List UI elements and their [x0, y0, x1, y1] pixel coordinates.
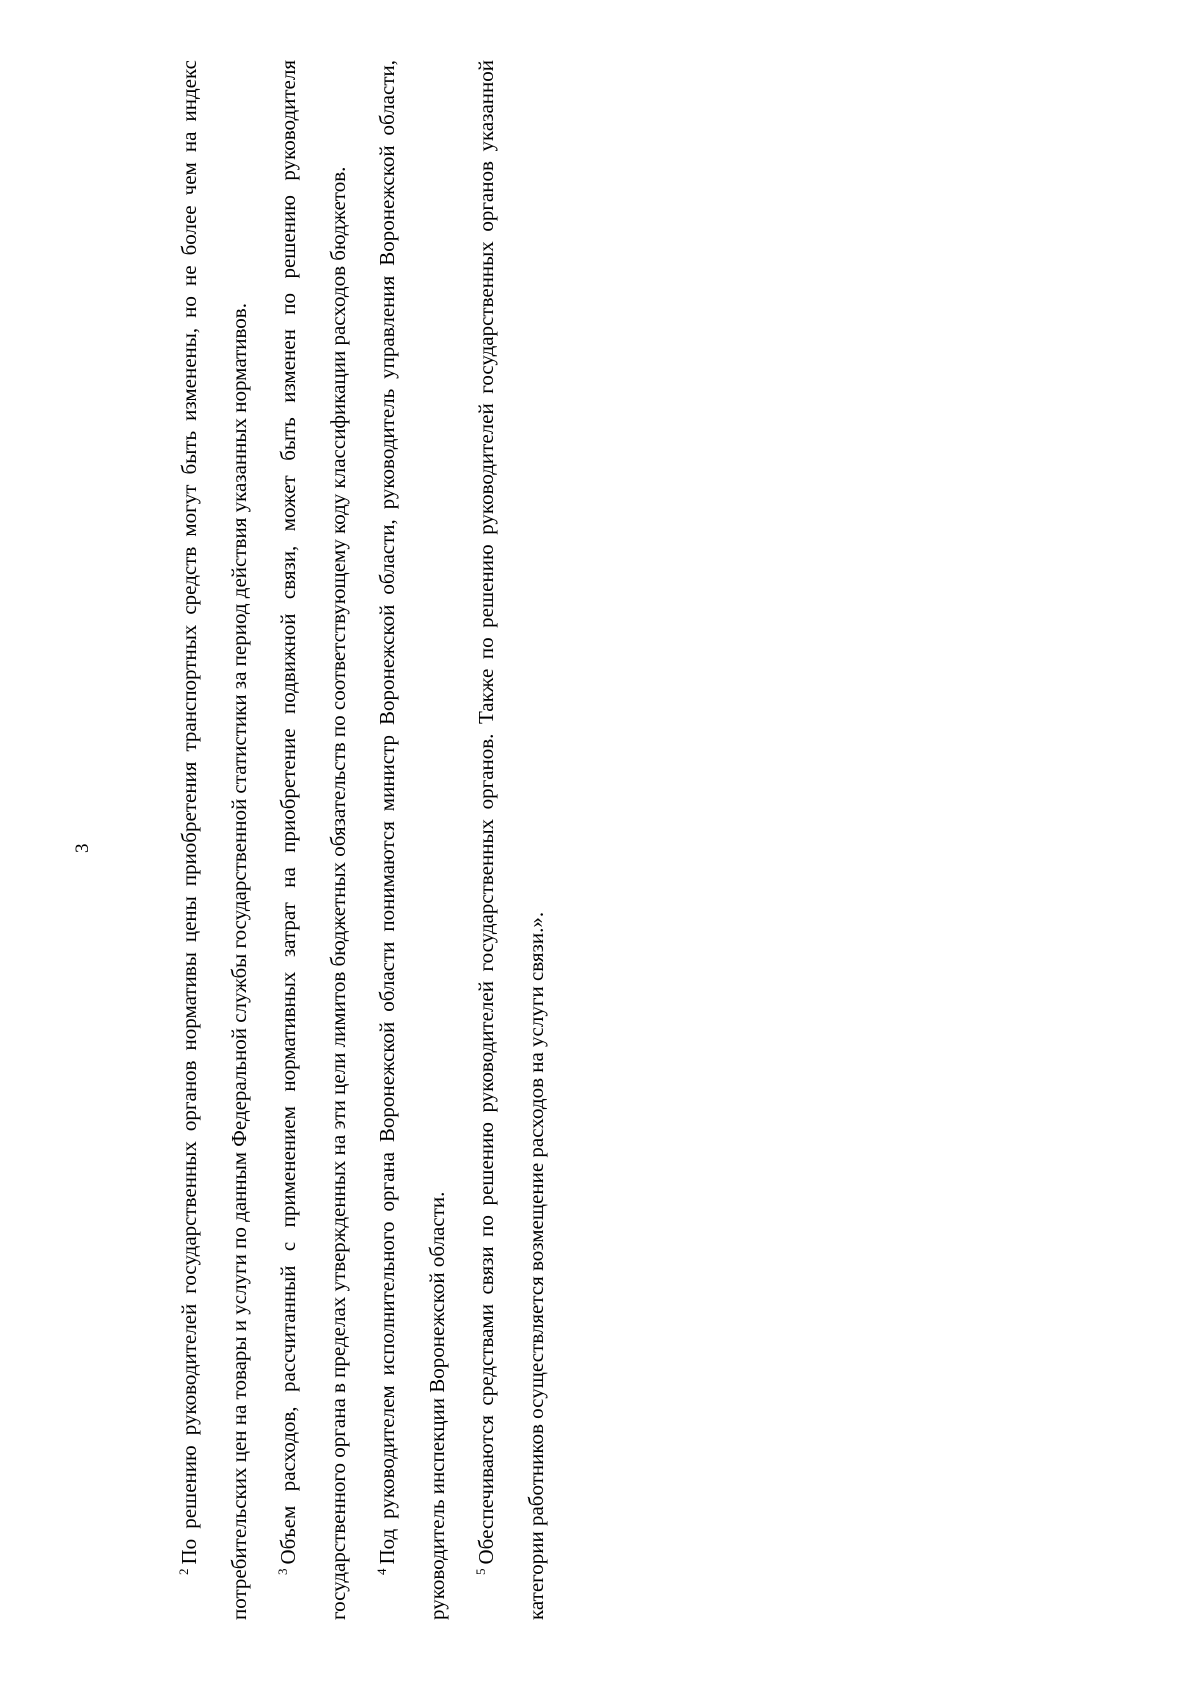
footnote-mark: 4: [374, 1568, 389, 1575]
footnote-mark: 2: [176, 1568, 191, 1575]
footnote-text: Обеспечиваются средствами связи по решению руководителей государственных органов. Также по решению руководителей государственных органов указанной категории работников осуществляется возмещение расходов на услуги связи.».: [474, 60, 548, 1620]
footnote-mark: 3: [275, 1568, 290, 1575]
page-number: 3: [72, 843, 93, 853]
footnote-mark: 5: [473, 1568, 488, 1575]
footnote-text: Объем расходов, рассчитанный с применением нормативных затрат на приобретение подвижной связи, может быть изменен по решению руководителя государственного органа в пределах утвержденных на эти цели лимитов бюджетных обязательств по соответствующему коду классификации расходов бюджетов.: [276, 60, 350, 1620]
footnote-4: [363, 60, 462, 1620]
rotated-page: [72, 60, 725, 1620]
footnote-2: [165, 60, 264, 1620]
footnote-3: [264, 60, 363, 1620]
footnote-5: [462, 60, 561, 1620]
footnotes: [165, 60, 561, 1620]
footnote-text: Под руководителем исполнительного органа Воронежской области понимаются министр Воронежской области, руководитель управления Воронежской области, руководитель инспекции Воронежской области.: [375, 60, 449, 1620]
footnote-text: По решению руководителей государственных органов нормативы цены приобретения транспортных средств могут быть изменены, но не более чем на индекс потребительских цен на товары и услуги по данным Федеральной службы государственной статистики за период действия указанных нормативов.: [177, 60, 251, 1620]
